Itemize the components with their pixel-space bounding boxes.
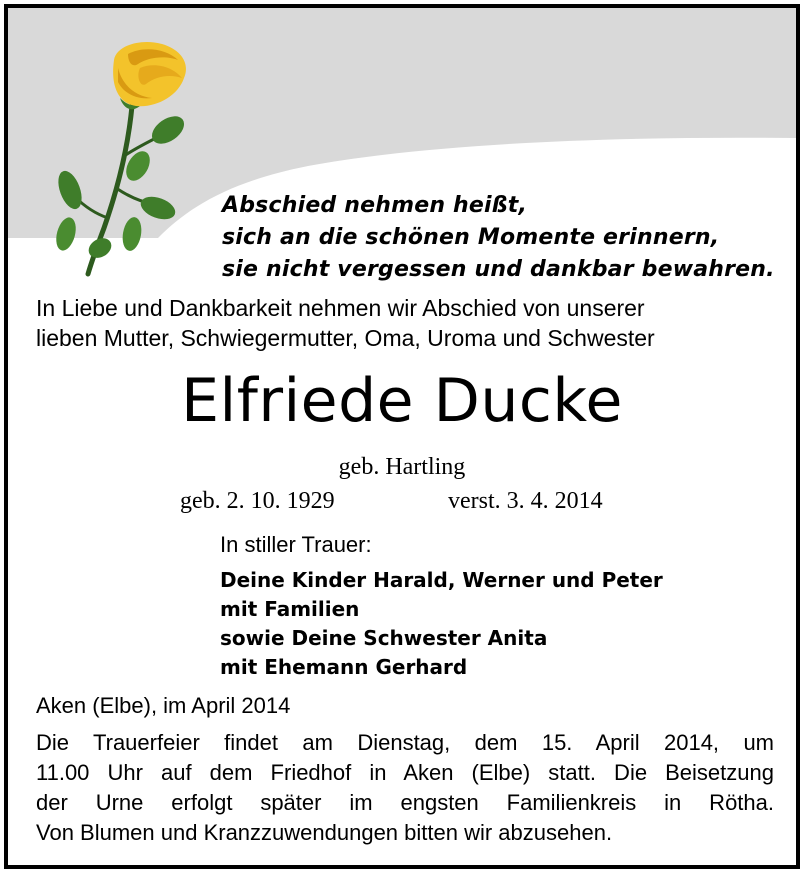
motto-line: sie nicht vergessen und dankbar bewahren. (222, 257, 775, 282)
mourners-list (220, 566, 663, 682)
maiden-name: geb. Hartling (338, 454, 466, 480)
motto-line: Abschied nehmen heißt, (222, 193, 528, 218)
motto-quote (222, 190, 782, 286)
place-date: Aken (Elbe), im April 2014 (36, 693, 291, 718)
funeral-line: Die Trauerfeier findet am Dienstag, dem 15. April 2014, um (36, 730, 774, 755)
mourner-line: mit Ehemann Gerhard (220, 655, 468, 679)
mourner-line: mit Familien (220, 597, 360, 621)
birth-date: geb. 2. 10. 1929 (180, 488, 335, 514)
motto-line: sich an die schönen Momente erinnern, (222, 225, 720, 250)
funeral-line: 11.00 Uhr auf dem Friedhof in Aken (Elbe) statt. Die Beisetzung (36, 760, 774, 785)
funeral-notice (36, 728, 774, 848)
funeral-line: Von Blumen und Kranzzuwendungen bitten wir abzusehen. (36, 820, 613, 845)
mourner-line: Deine Kinder Harald, Werner und Peter (220, 568, 663, 592)
yellow-rose-icon (44, 38, 194, 278)
mourner-line: sowie Deine Schwester Anita (220, 626, 548, 650)
intro-line: lieben Mutter, Schwiegermutter, Oma, Uroma und Schwester (36, 325, 655, 351)
obituary-card (4, 4, 800, 869)
death-date: verst. 3. 4. 2014 (448, 488, 603, 514)
intro-line: In Liebe und Dankbarkeit nehmen wir Abschied von unserer (36, 295, 645, 321)
intro-text (36, 293, 776, 353)
deceased-name: Elfriede Ducke (181, 366, 623, 436)
mourning-label: In stiller Trauer: (220, 532, 372, 557)
funeral-line: der Urne erfolgt später im engsten Familienkreis in Rötha. (36, 790, 774, 815)
